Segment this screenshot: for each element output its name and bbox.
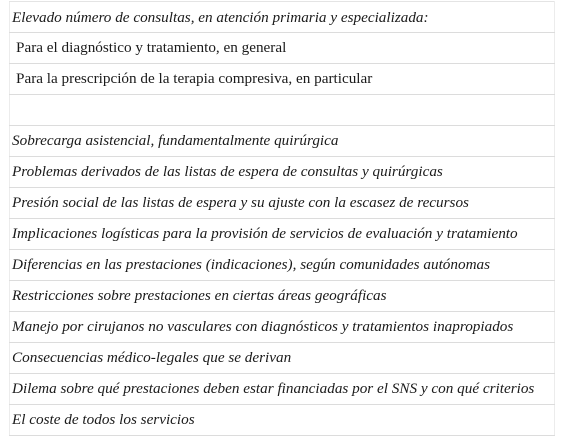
row-text-prescripcion: Para la prescripción de la terapia compresiva, en particular (10, 64, 555, 95)
table-row (10, 188, 555, 219)
row-text-diferencias: Diferencias en las prestaciones (indicaciones), según comunidades autónomas (10, 250, 555, 281)
row-text-restricciones: Restricciones sobre prestaciones en ciertas áreas geográficas (10, 281, 555, 312)
row-text-diagnostico: Para el diagnóstico y tratamiento, en general (10, 33, 555, 64)
table-row (10, 2, 555, 33)
table-row (10, 374, 555, 405)
table-row (10, 312, 555, 343)
table-row (10, 33, 555, 64)
row-text-presion-social: Presión social de las listas de espera y su ajuste con la escasez de recursos (10, 188, 555, 219)
row-text-listas-espera: Problemas derivados de las listas de espera de consultas y quirúrgicas (10, 157, 555, 188)
row-text-consultas: Elevado número de consultas, en atención primaria y especializada: (10, 2, 555, 33)
table-row (10, 95, 555, 126)
table-row (10, 64, 555, 95)
row-text-consecuencias: Consecuencias médico-legales que se derivan (10, 343, 555, 374)
table-row (10, 405, 555, 436)
table-row (10, 250, 555, 281)
row-text-manejo: Manejo por cirujanos no vasculares con diagnósticos y tratamientos inapropiados (10, 312, 555, 343)
table-row (10, 343, 555, 374)
table-row (10, 219, 555, 250)
row-text-coste: El coste de todos los servicios (10, 405, 555, 436)
row-text-empty (10, 95, 555, 126)
issues-table (9, 1, 555, 436)
table-row (10, 157, 555, 188)
row-text-dilema: Dilema sobre qué prestaciones deben estar financiadas por el SNS y con qué criterios (10, 374, 555, 405)
table-row (10, 126, 555, 157)
row-text-implicaciones: Implicaciones logísticas para la provisión de servicios de evaluación y tratamiento (10, 219, 555, 250)
table-row (10, 281, 555, 312)
row-text-sobrecarga: Sobrecarga asistencial, fundamentalmente quirúrgica (10, 126, 555, 157)
